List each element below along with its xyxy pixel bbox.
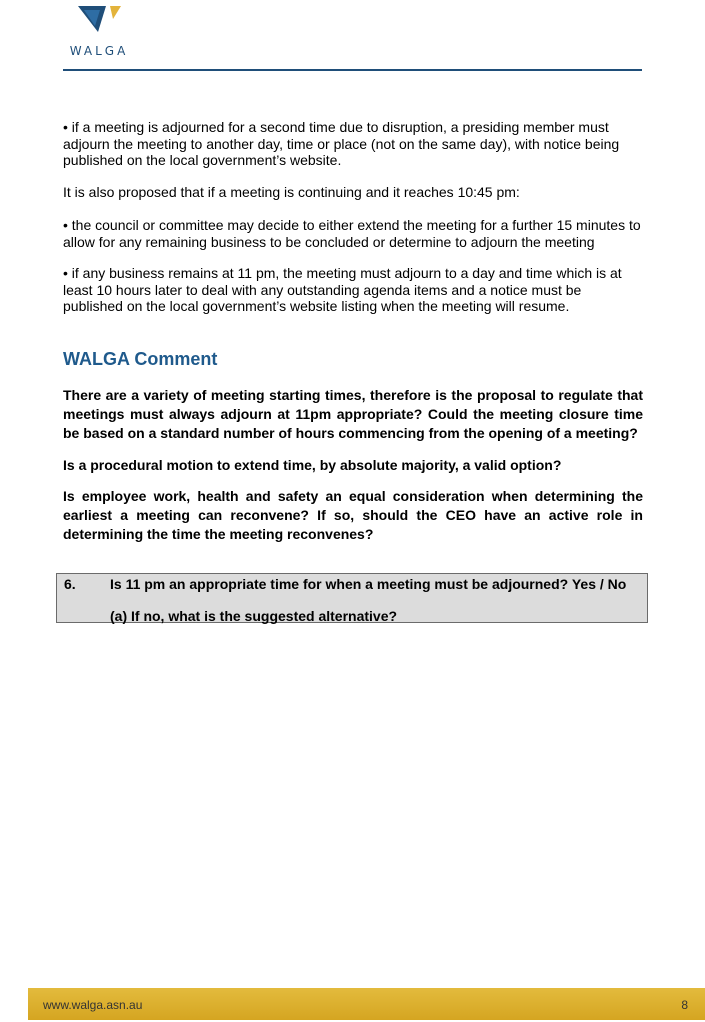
bullet-adjourn-11pm: • if any business remains at 11 pm, the meeting must adjourn to a day and time which is at least 10 hours later to deal with any outstanding agenda items and a notice must be published on the local government’s website listing when the meeting will resume. xyxy=(63,265,622,314)
question-text: Is 11 pm an appropriate time for when a meeting must be adjourned? Yes / No xyxy=(110,576,627,592)
logo-text: WALGA xyxy=(69,44,129,58)
walga-logo xyxy=(66,6,132,56)
question-box xyxy=(56,573,648,623)
page-number: 8 xyxy=(681,998,688,1012)
comment-question-1: There are a variety of meeting starting times, therefore is the proposal to regulate that meetings must always adjourn at 11pm appropriate? Could the meeting closure time be based on a standard number of hours commencing from the opening of a meeting? xyxy=(63,387,643,441)
question-subtext: (a) If no, what is the suggested alternative? xyxy=(110,608,398,624)
footer-bar xyxy=(28,988,705,1020)
bullet-adjourned-second-time: • if a meeting is adjourned for a second time due to disruption, a presiding member must adjourn the meeting to another day, time or place (not on the same day), with notice being published on the local government’s website. xyxy=(63,119,620,168)
header-divider xyxy=(63,69,642,71)
bullet-extend-meeting: • the council or committee may decide to either extend the meeting for a further 15 minutes to allow for any remaining business to be concluded or determine to adjourn the meeting xyxy=(63,217,641,250)
footer-url[interactable]: www.walga.asn.au xyxy=(43,998,143,1012)
comment-question-3: Is employee work, health and safety an equal consideration when determining the earliest a meeting can reconvene? If so, should the CEO have an active role in determining the time the meeting reconvenes? xyxy=(63,488,643,542)
comment-question-2: Is a procedural motion to extend time, by absolute majority, a valid option? xyxy=(63,457,562,473)
question-number: 6. xyxy=(64,576,76,592)
walga-logo-icon xyxy=(78,6,122,36)
walga-comment-heading: WALGA Comment xyxy=(63,349,218,369)
intro-paragraph: It is also proposed that if a meeting is continuing and it reaches 10:45 pm: xyxy=(63,184,520,200)
